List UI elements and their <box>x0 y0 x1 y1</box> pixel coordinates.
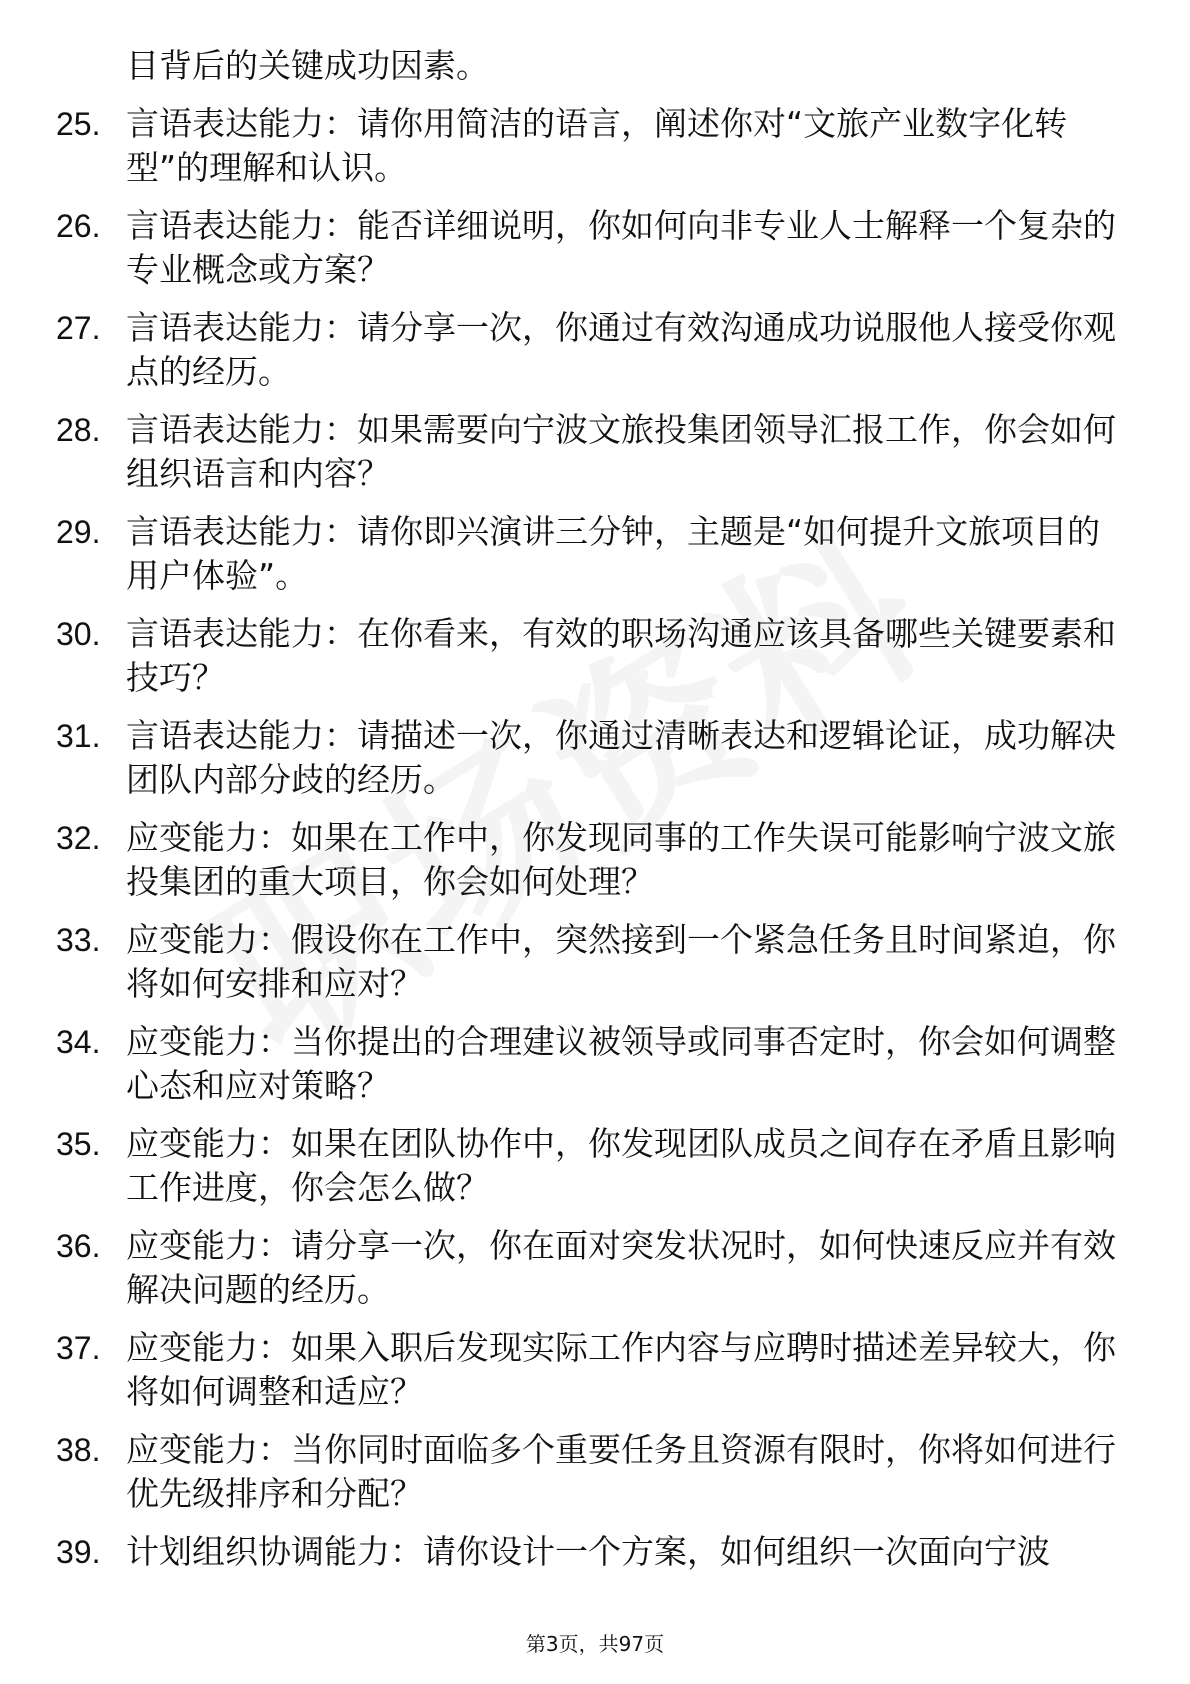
continued-line: 目背后的关键成功因素。 <box>126 46 489 85</box>
question-text: 应变能力：当你同时面临多个重要任务且资源有限时，你将如何进行优先级排序和分配？ <box>126 1430 1116 1513</box>
question-text: 应变能力：假设你在工作中，突然接到一个紧急任务且时间紧迫，你将如何安排和应对？ <box>126 920 1116 1003</box>
question-number: 26. <box>56 208 101 244</box>
question-text: 应变能力：如果在工作中，你发现同事的工作失误可能影响宁波文旅投集团的重大项目，你会如何处理？ <box>126 818 1116 901</box>
page-footer: 第3页，共97页 <box>525 1632 665 1656</box>
question-item <box>56 306 1116 394</box>
question-number: 34. <box>56 1024 101 1060</box>
question-item <box>56 408 1116 496</box>
question-number: 28. <box>56 412 101 448</box>
question-number: 32. <box>56 820 101 856</box>
question-item <box>56 1122 1116 1210</box>
question-text: 应变能力：如果入职后发现实际工作内容与应聘时描述差异较大，你将如何调整和适应？ <box>126 1328 1116 1411</box>
question-number: 30. <box>56 616 101 652</box>
question-text: 应变能力：当你提出的合理建议被领导或同事否定时，你会如何调整心态和应对策略？ <box>126 1022 1116 1105</box>
question-number: 36. <box>56 1228 101 1264</box>
question-text: 言语表达能力：能否详细说明，你如何向非专业人士解释一个复杂的专业概念或方案？ <box>126 206 1116 289</box>
question-number: 39. <box>56 1534 101 1570</box>
question-list <box>56 44 1116 1588</box>
question-text: 言语表达能力：请你即兴演讲三分钟，主题是“如何提升文旅项目的用户体验”。 <box>126 512 1101 595</box>
question-item <box>56 510 1116 598</box>
question-item <box>56 918 1116 1006</box>
question-text: 言语表达能力：请你用简洁的语言，阐述你对“文旅产业数字化转型”的理解和认识。 <box>126 104 1068 187</box>
question-number: 29. <box>56 514 101 550</box>
question-number: 35. <box>56 1126 101 1162</box>
question-number: 31. <box>56 718 101 754</box>
question-item <box>56 102 1116 190</box>
question-item <box>56 1020 1116 1108</box>
question-number: 27. <box>56 310 101 346</box>
question-number: 37. <box>56 1330 101 1366</box>
question-text: 言语表达能力：请描述一次，你通过清晰表达和逻辑论证，成功解决团队内部分歧的经历。 <box>126 716 1116 799</box>
question-text: 应变能力：如果在团队协作中，你发现团队成员之间存在矛盾且影响工作进度，你会怎么做？ <box>126 1124 1116 1207</box>
question-number: 38. <box>56 1432 101 1468</box>
question-text: 计划组织协调能力：请你设计一个方案，如何组织一次面向宁波 <box>126 1532 1050 1571</box>
question-item <box>56 612 1116 700</box>
question-number: 25. <box>56 106 101 142</box>
question-item <box>56 714 1116 802</box>
question-item <box>56 816 1116 904</box>
question-text: 言语表达能力：请分享一次，你通过有效沟通成功说服他人接受你观点的经历。 <box>126 308 1116 391</box>
question-item <box>56 1530 1116 1574</box>
question-text: 言语表达能力：如果需要向宁波文旅投集团领导汇报工作，你会如何组织语言和内容？ <box>126 410 1116 493</box>
question-item <box>56 1326 1116 1414</box>
question-item <box>56 1428 1116 1516</box>
question-text: 言语表达能力：在你看来，有效的职场沟通应该具备哪些关键要素和技巧？ <box>126 614 1116 697</box>
question-number: 33. <box>56 922 101 958</box>
question-item <box>56 1224 1116 1312</box>
question-item <box>56 204 1116 292</box>
question-text: 应变能力：请分享一次，你在面对突发状况时，如何快速反应并有效解决问题的经历。 <box>126 1226 1116 1309</box>
